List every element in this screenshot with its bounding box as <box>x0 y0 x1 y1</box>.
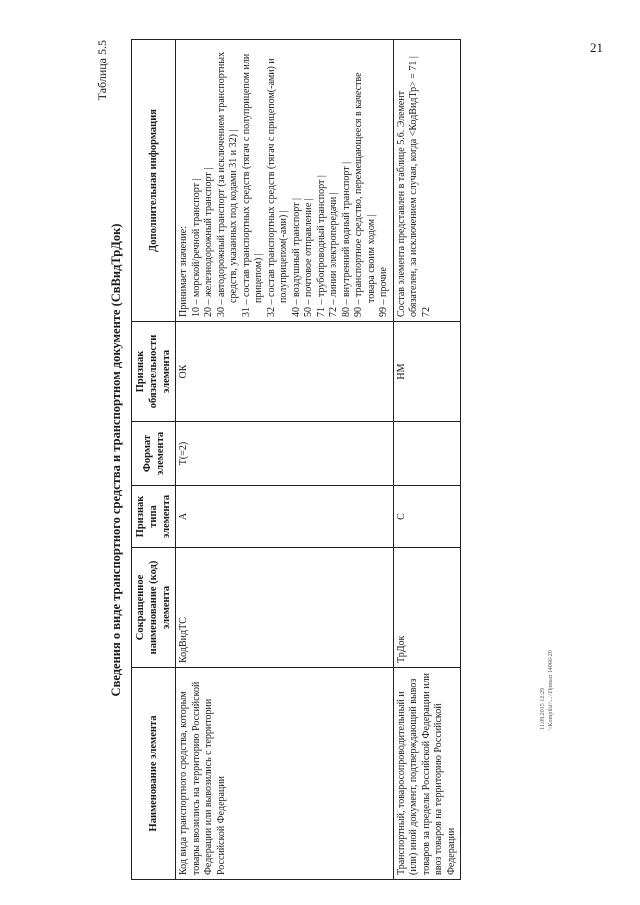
header-cell-type: Признак типа элемента <box>132 486 176 548</box>
list-item: 32 – состав транспортных средств (тягач с прицепом(-ами) и полуприцепом(-ами) | <box>265 58 290 317</box>
elements-table <box>131 39 461 880</box>
table-row <box>393 40 461 880</box>
info-intro: Принимает значение: <box>178 225 190 317</box>
list-item: 99 – прочие <box>378 267 390 317</box>
list-item: 71 – трубопроводный транспорт | <box>315 175 327 317</box>
page-number: 21 <box>590 40 603 55</box>
stamp-line: \\Kompilst\\...\\Приказ 14066-20 <box>547 650 554 730</box>
header-row <box>132 40 176 880</box>
table-number: Таблица 5.5 <box>95 40 109 101</box>
list-item: 31 – состав транспортных средств (тягач с полуприцепом или прицепом) | <box>240 53 265 317</box>
cell-info <box>176 40 394 322</box>
header-cell-name: Наименование элемента <box>132 668 176 880</box>
stamp-line: 11.09.2015 12:29 <box>540 688 546 730</box>
cell-required: НМ <box>393 322 461 422</box>
header-cell-info: Дополнительная информация <box>132 40 176 322</box>
cell-type: С <box>393 486 461 548</box>
table-row <box>176 40 394 880</box>
cell-name: Код вида транспортного средства, которым товары ввозились на территорию Российской Федерации или вывозились с территории Российской Федерации <box>176 668 394 880</box>
file-stamp <box>540 650 556 730</box>
header-cell-format: Формат элемента <box>132 422 176 486</box>
list-item: 90 – транспортное средство, перемещающееся в качестве товара своим ходом | <box>353 72 377 317</box>
cell-code: ТрДок <box>393 548 461 668</box>
cell-required: ОК <box>176 322 394 422</box>
rotated-table-block <box>95 40 535 880</box>
list-item: 50 – почтовое отправление | <box>303 198 315 317</box>
cell-info: Состав элемента представлен в таблице 5.6. Элемент обязателен, за исключением случая, когда <КодВидТр> = 71 | 72 <box>393 40 461 322</box>
header-cell-required: Признак обязательности элемента <box>132 322 176 422</box>
value-list <box>191 44 391 317</box>
table-heading <box>95 40 131 880</box>
list-item: 72 – линии электропередачи | <box>328 192 340 317</box>
cell-format: T(=2) <box>176 422 394 486</box>
table-caption: Сведения о виде транспортного средства и транспортном документе (СвВидТрДок) <box>109 223 123 697</box>
list-item: 80 – внутренний водный транспорт | <box>340 161 352 317</box>
list-item: 30 – автодорожный транспорт (за исключением транспортных средств, указанных под кодами 31 и 32) | <box>215 51 240 317</box>
header-cell-code: Сокращенное наименование (код) элемента <box>132 548 176 668</box>
list-item: 20 – железнодорожный транспорт | <box>203 167 215 317</box>
cell-name: Транспортный, товаросопроводительный и (или) иной документ, подтверждающий вывоз товаров за пределы Российской Федерации или ввоз товаров на территорию Российской Федерации <box>393 668 461 880</box>
list-item: 40 – воздушный транспорт | <box>290 198 302 317</box>
cell-format <box>393 422 461 486</box>
list-item: 10 – морской/речной транспорт | <box>190 178 202 317</box>
cell-type: А <box>176 486 394 548</box>
cell-code: КодВидТС <box>176 548 394 668</box>
